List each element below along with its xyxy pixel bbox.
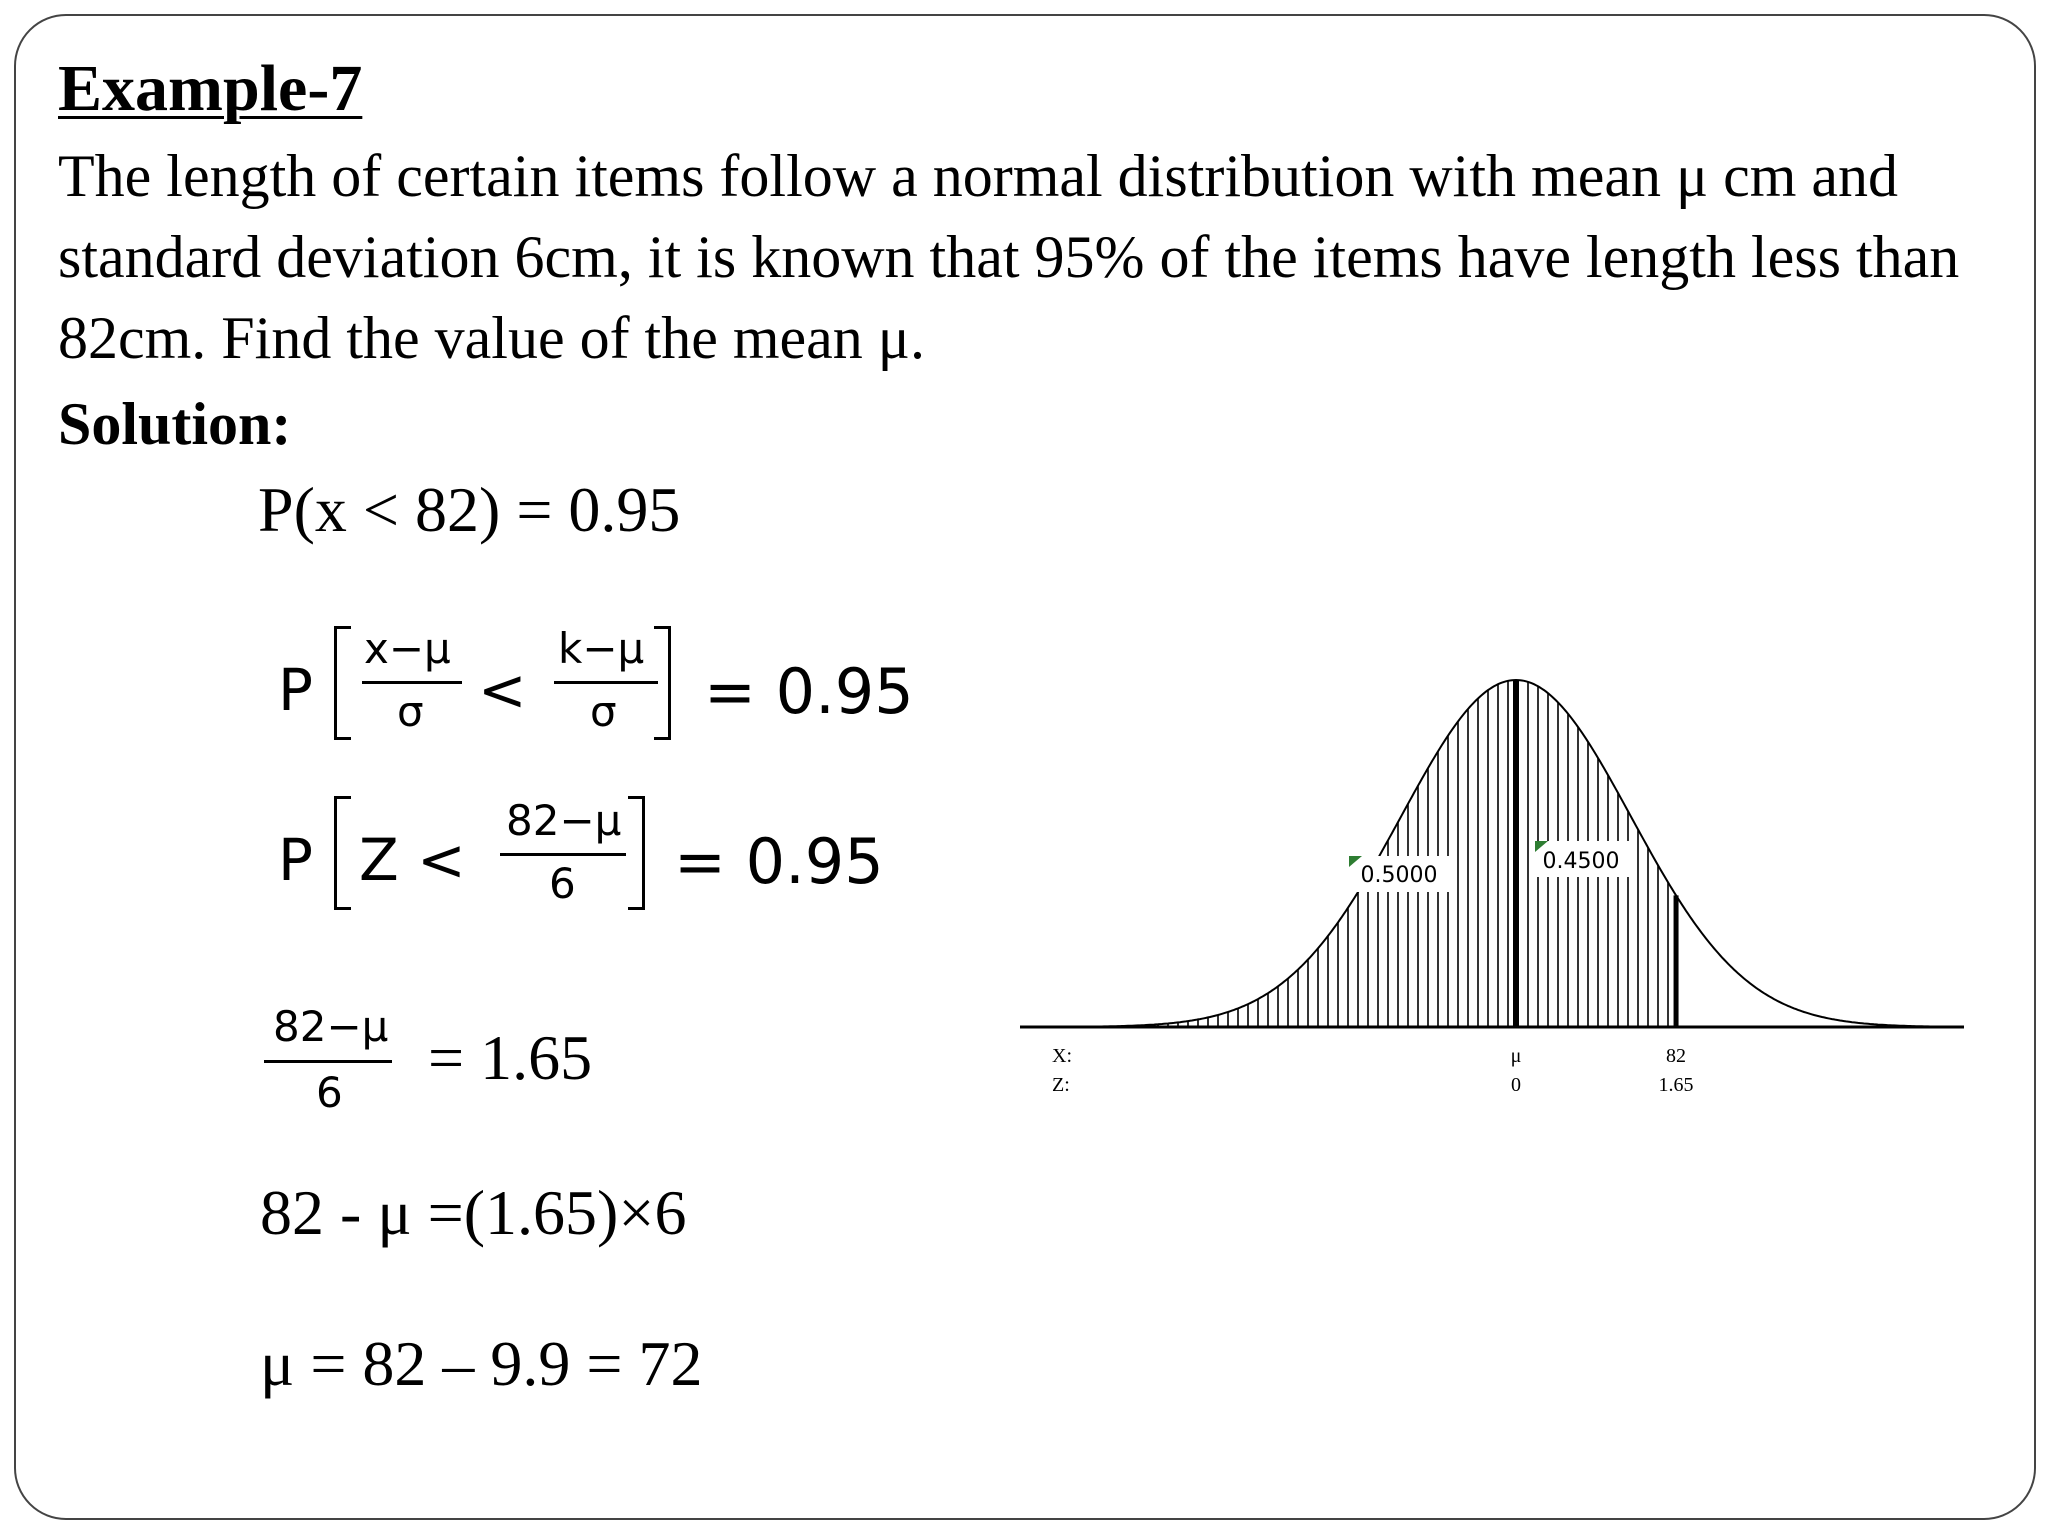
eq4-rhs: = 1.65 [428, 1022, 593, 1093]
eq4-num: 82−μ [273, 1002, 389, 1051]
eq3-den: 6 [549, 859, 576, 908]
z-row-label: Z: [1052, 1074, 1070, 1096]
bell-curve [1028, 680, 1962, 1027]
eq4-fraction-bar [264, 1060, 392, 1063]
eq3-num: 82−μ [506, 796, 622, 845]
eq2-left-bracket [334, 626, 351, 740]
eq2-fraction-bar2 [554, 681, 658, 684]
eq2-lt: < [478, 656, 527, 724]
eq2-num1: x−μ [364, 624, 451, 673]
solution-heading: Solution: [58, 391, 292, 457]
slide [14, 14, 2036, 1520]
tick-82-x: 82 [1666, 1045, 1687, 1067]
equation-probability: P(x < 82) = 0.95 [258, 474, 681, 545]
eq2-p: P [278, 656, 313, 724]
area-left-value: 0.5000 [1360, 863, 1438, 888]
area-label-left [1345, 856, 1453, 892]
eq2-num2: k−μ [558, 624, 645, 673]
eq2-right-bracket [654, 626, 671, 740]
area-label-right [1531, 841, 1631, 877]
eq3-fraction-bar [500, 853, 626, 856]
example-title: Example-7 [58, 52, 363, 125]
area-right-value: 0.4500 [1542, 849, 1620, 874]
eq3-left-bracket [334, 796, 351, 910]
tick-mean-x: μ [1510, 1045, 1522, 1067]
eq3-right-bracket [628, 796, 645, 910]
normal-distribution-diagram [1012, 536, 1992, 1116]
problem-statement: The length of certain items follow a normal distribution with mean μ cm and standard deviation 6cm, it is known that 95% of the items have length less than 82cm. Find the value of the mean μ. [58, 143, 1960, 371]
eq2-den2: σ [590, 687, 617, 736]
equation-solve: 82 - μ =(1.65)×6 [260, 1177, 687, 1248]
eq2-den1: σ [397, 687, 424, 736]
x-row-label: X: [1052, 1045, 1072, 1067]
eq3-rhs: = 0.95 [674, 825, 884, 898]
tick-mean-z: 0 [1511, 1074, 1521, 1096]
eq3-p: P [278, 826, 313, 894]
eq3-z: Z < [359, 826, 466, 894]
eq2-rhs: = 0.95 [704, 655, 914, 728]
eq4-den: 6 [316, 1068, 343, 1117]
tick-82-z: 1.65 [1658, 1074, 1694, 1096]
equation-result: μ = 82 – 9.9 = 72 [260, 1328, 703, 1399]
eq2-fraction-bar1 [362, 681, 462, 684]
